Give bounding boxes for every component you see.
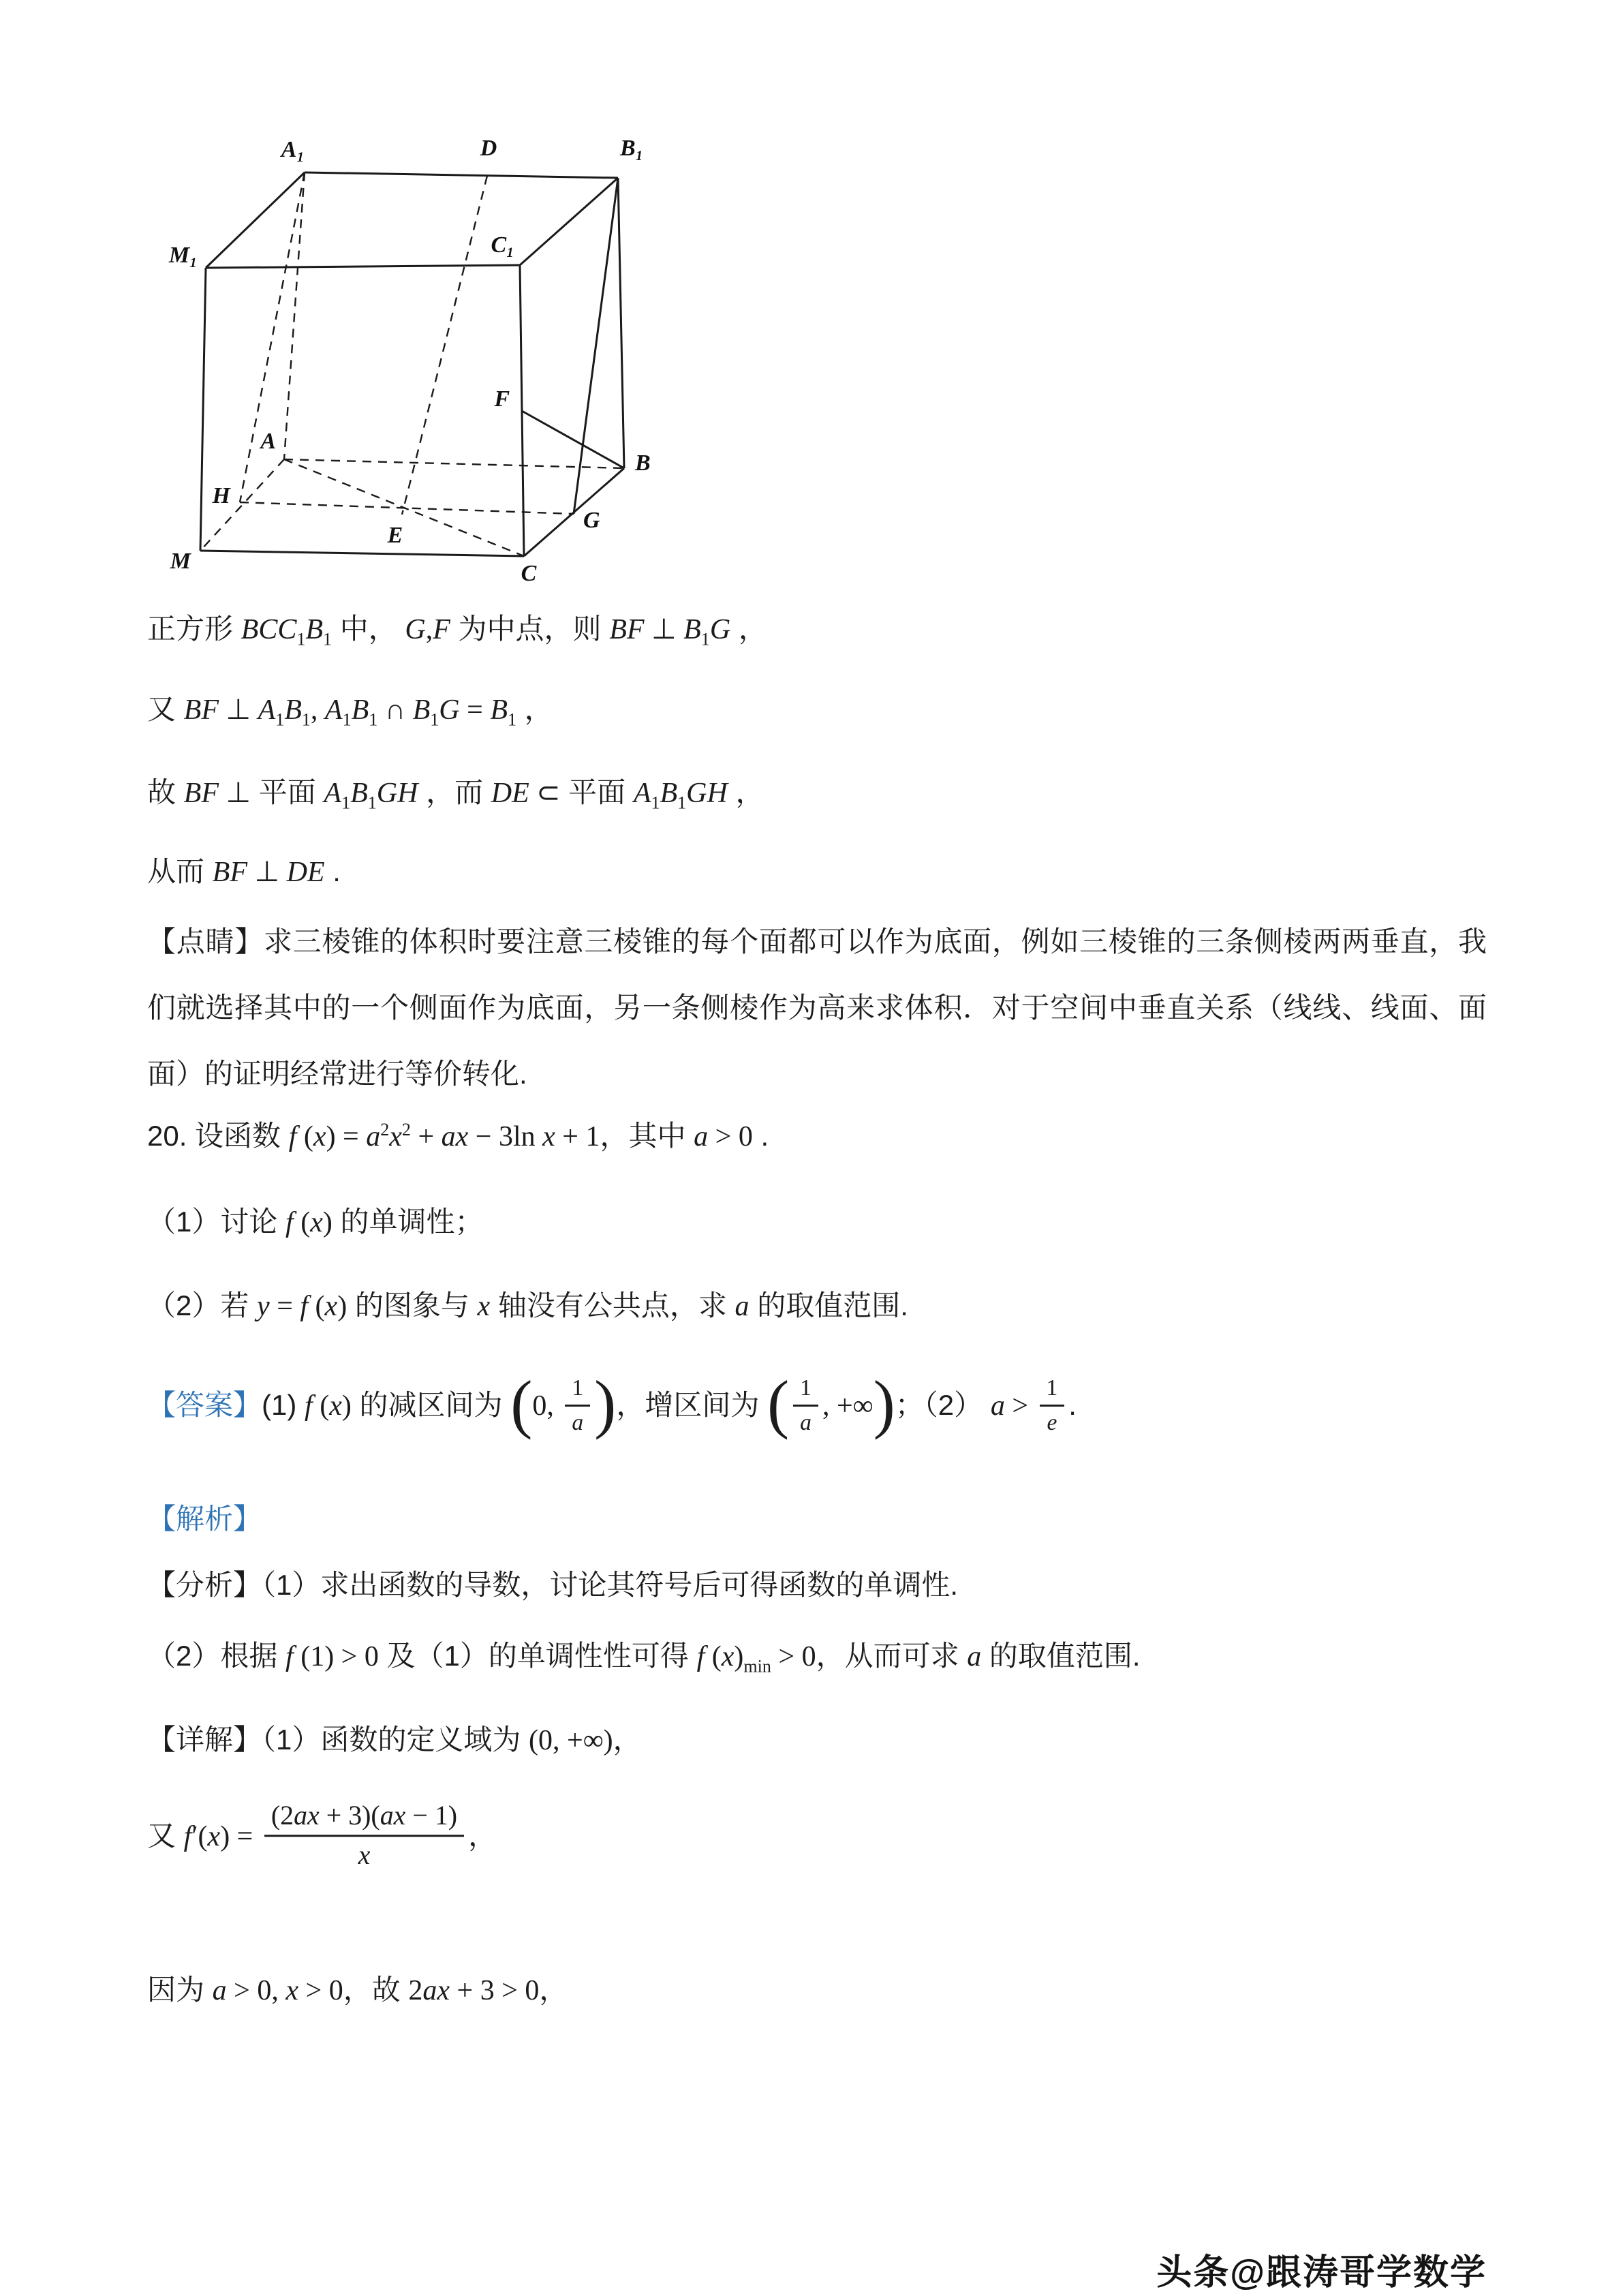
vertex-label-c: C bbox=[521, 561, 537, 586]
vertex-label-b: B bbox=[635, 450, 651, 476]
vertex-label-m: M bbox=[170, 549, 191, 574]
cube-figure bbox=[150, 123, 695, 600]
problem-20-stem: 20. 设函数 f $(x) = a^2x^2$ + ax − 3ln x + 1，其中 a > 0 . bbox=[147, 1120, 769, 1152]
vertex-label-a1: A₁ bbox=[281, 137, 305, 162]
vertex-label-f: F bbox=[494, 386, 510, 412]
proof-line-plane: 故 BF ⊥ 平面 $A_1B_1GH$ ，而 DE ⊂ 平面 $A_1B_1GH$ ， bbox=[147, 776, 764, 813]
vertex-label-g: G bbox=[583, 508, 600, 533]
problem-20-part2: （2）若 y = f (x) 的图象与 x 轴没有公共点，求 a 的取值范围. bbox=[147, 1289, 908, 1322]
proof-line-conclusion: 从而 BF ⊥ DE . bbox=[147, 855, 341, 888]
vertex-label-c1: C₁ bbox=[491, 232, 514, 258]
cube-visible-edges bbox=[200, 172, 624, 556]
fenxi-line1: 【分析】（1）求出函数的导数，讨论其符号后可得函数的单调性. bbox=[147, 1569, 959, 1601]
because-line: 因为 a > 0, x > 0，故 2ax + 3 > 0， bbox=[147, 1974, 568, 2006]
cube-vertex-labels bbox=[168, 136, 651, 586]
fenxi-line2: （2）根据 f (1) > 0 及（1）的单调性性可得 f $(x)_{min} > 0$，从而可求 a 的取值范围. bbox=[147, 1640, 1141, 1677]
jiexi-label: 【解析】 bbox=[147, 1503, 262, 1535]
vertex-label-m1: M₁ bbox=[168, 243, 198, 268]
vertex-label-a: A bbox=[260, 429, 276, 454]
answer-line: 【答案】(1) f (x) 的减区间为 (0, $\frac{1}{a}$ )，增区间为 ( $\frac{1}{a}$ , +∞)；（2） a > $\frac{1}{e}$ . bbox=[147, 1367, 1077, 1441]
proof-line-square: 正方形 $BCC_1B_1$ 中， G,F 为中点，则 BF ⊥ $B_1G$ ， bbox=[147, 613, 767, 649]
xiangjie-line1: 【详解】（1）函数的定义域为 (0, +∞)， bbox=[147, 1724, 642, 1756]
vertex-label-e: E bbox=[387, 523, 403, 548]
vertex-label-b1: B₁ bbox=[620, 136, 644, 161]
vertex-label-h: H bbox=[212, 483, 230, 508]
problem-20-part1: （1）讨论 f (x) 的单调性； bbox=[147, 1206, 484, 1238]
proof-line-perp: 又 BF ⊥ $A_1B_1$, $A_1B_1$ ∩ $B_1G = B_1$ ， bbox=[147, 693, 553, 730]
derivative-line: 又 f′(x) = $\frac{(2ax + 3)(ax - 1)}{x}$ ， bbox=[147, 1800, 497, 1870]
remark-paragraph: 【点睛】求三棱锥的体积时要注意三棱锥的每个面都可以作为底面，例如三棱锥的三条侧棱两两垂直，我们就选择其中的一个侧面作为底面，另一条侧棱作为高来求体积．对于空间中垂直关系（线线、线面、面面）的证明经常进行等价转化. bbox=[147, 925, 1487, 1090]
watermark-text: 头条@跟涛哥学数学 bbox=[1156, 2253, 1487, 2293]
vertex-label-d: D bbox=[480, 136, 497, 161]
